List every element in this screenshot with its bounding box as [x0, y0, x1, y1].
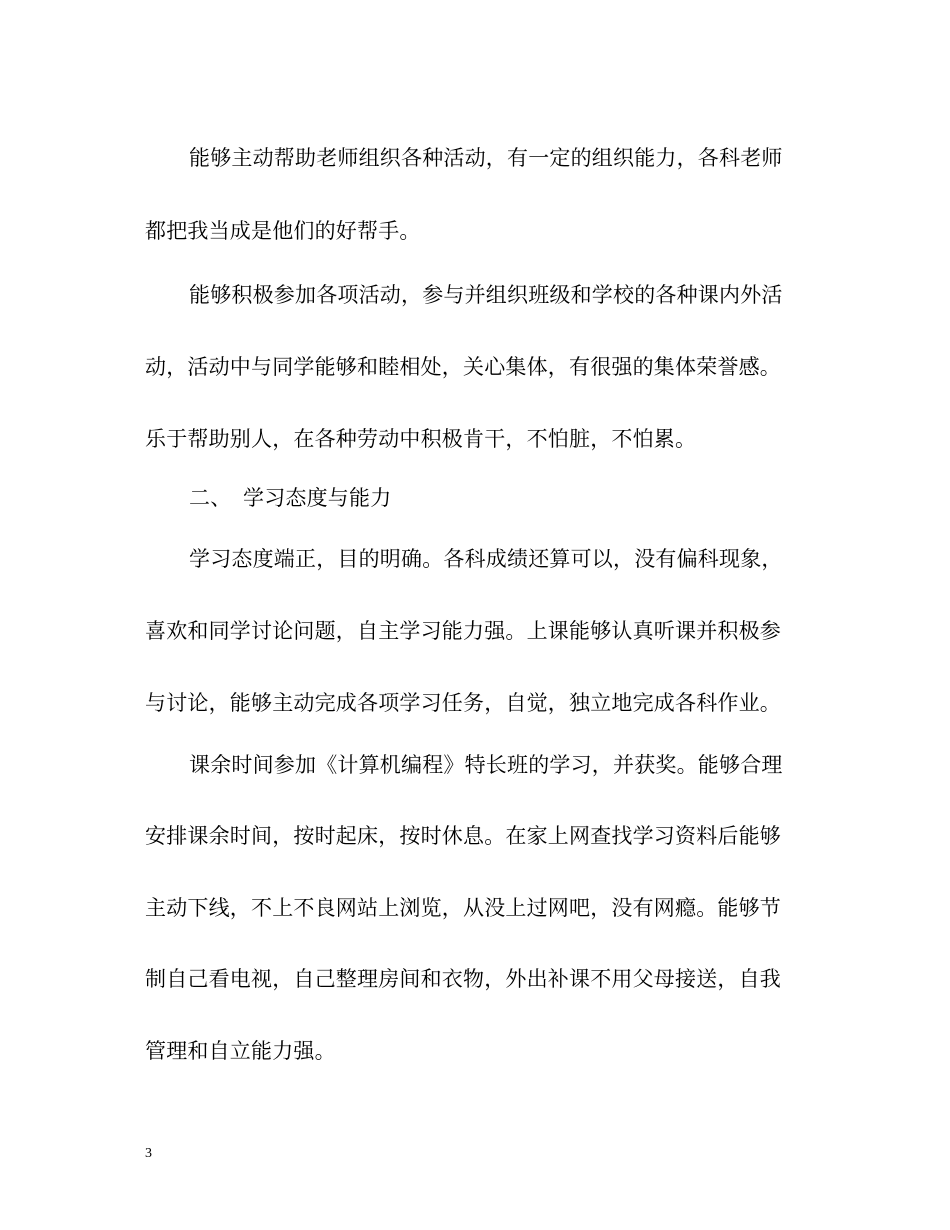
paragraph-line: 喜欢和同学讨论问题，自主学习能力强。上课能够认真听课并积极参	[145, 619, 781, 643]
paragraph-line: 乐于帮助别人，在各种劳动中积极肯干，不怕脏，不怕累。	[145, 427, 697, 451]
paragraph-line: 能够主动帮助老师组织各种活动，有一定的组织能力，各科老师	[189, 146, 783, 170]
paragraph-line: 都把我当成是他们的好帮手。	[145, 219, 421, 243]
section-heading	[189, 483, 391, 513]
page-number: 3	[145, 1146, 152, 1161]
paragraph-line: 学习态度端正，目的明确。各科成绩还算可以，没有偏科现象，	[189, 547, 783, 571]
paragraph-line: 主动下线，不上不良网站上浏览，从没上过网吧，没有网瘾。能够节	[145, 896, 781, 920]
paragraph-line: 能够积极参加各项活动，参与并组织班级和学校的各种课内外活	[189, 283, 783, 307]
paragraph-line: 与讨论，能够主动完成各项学习任务，自觉，独立地完成各科作业。	[145, 691, 781, 715]
section-number: 二、	[189, 486, 232, 510]
paragraph-line: 管理和自立能力强。	[145, 1039, 336, 1063]
paragraph-line: 课余时间参加《计算机编程》特长班的学习，并获奖。能够合理	[189, 753, 783, 777]
paragraph-line: 动，活动中与同学能够和睦相处，关心集体，有很强的集体荣誉感。	[145, 355, 781, 379]
section-title: 学习态度与能力	[243, 486, 392, 510]
paragraph-line: 制自己看电视，自己整理房间和衣物，外出补课不用父母接送，自我	[145, 967, 781, 991]
paragraph-line: 安排课余时间，按时起床，按时休息。在家上网查找学习资料后能够	[145, 824, 781, 848]
